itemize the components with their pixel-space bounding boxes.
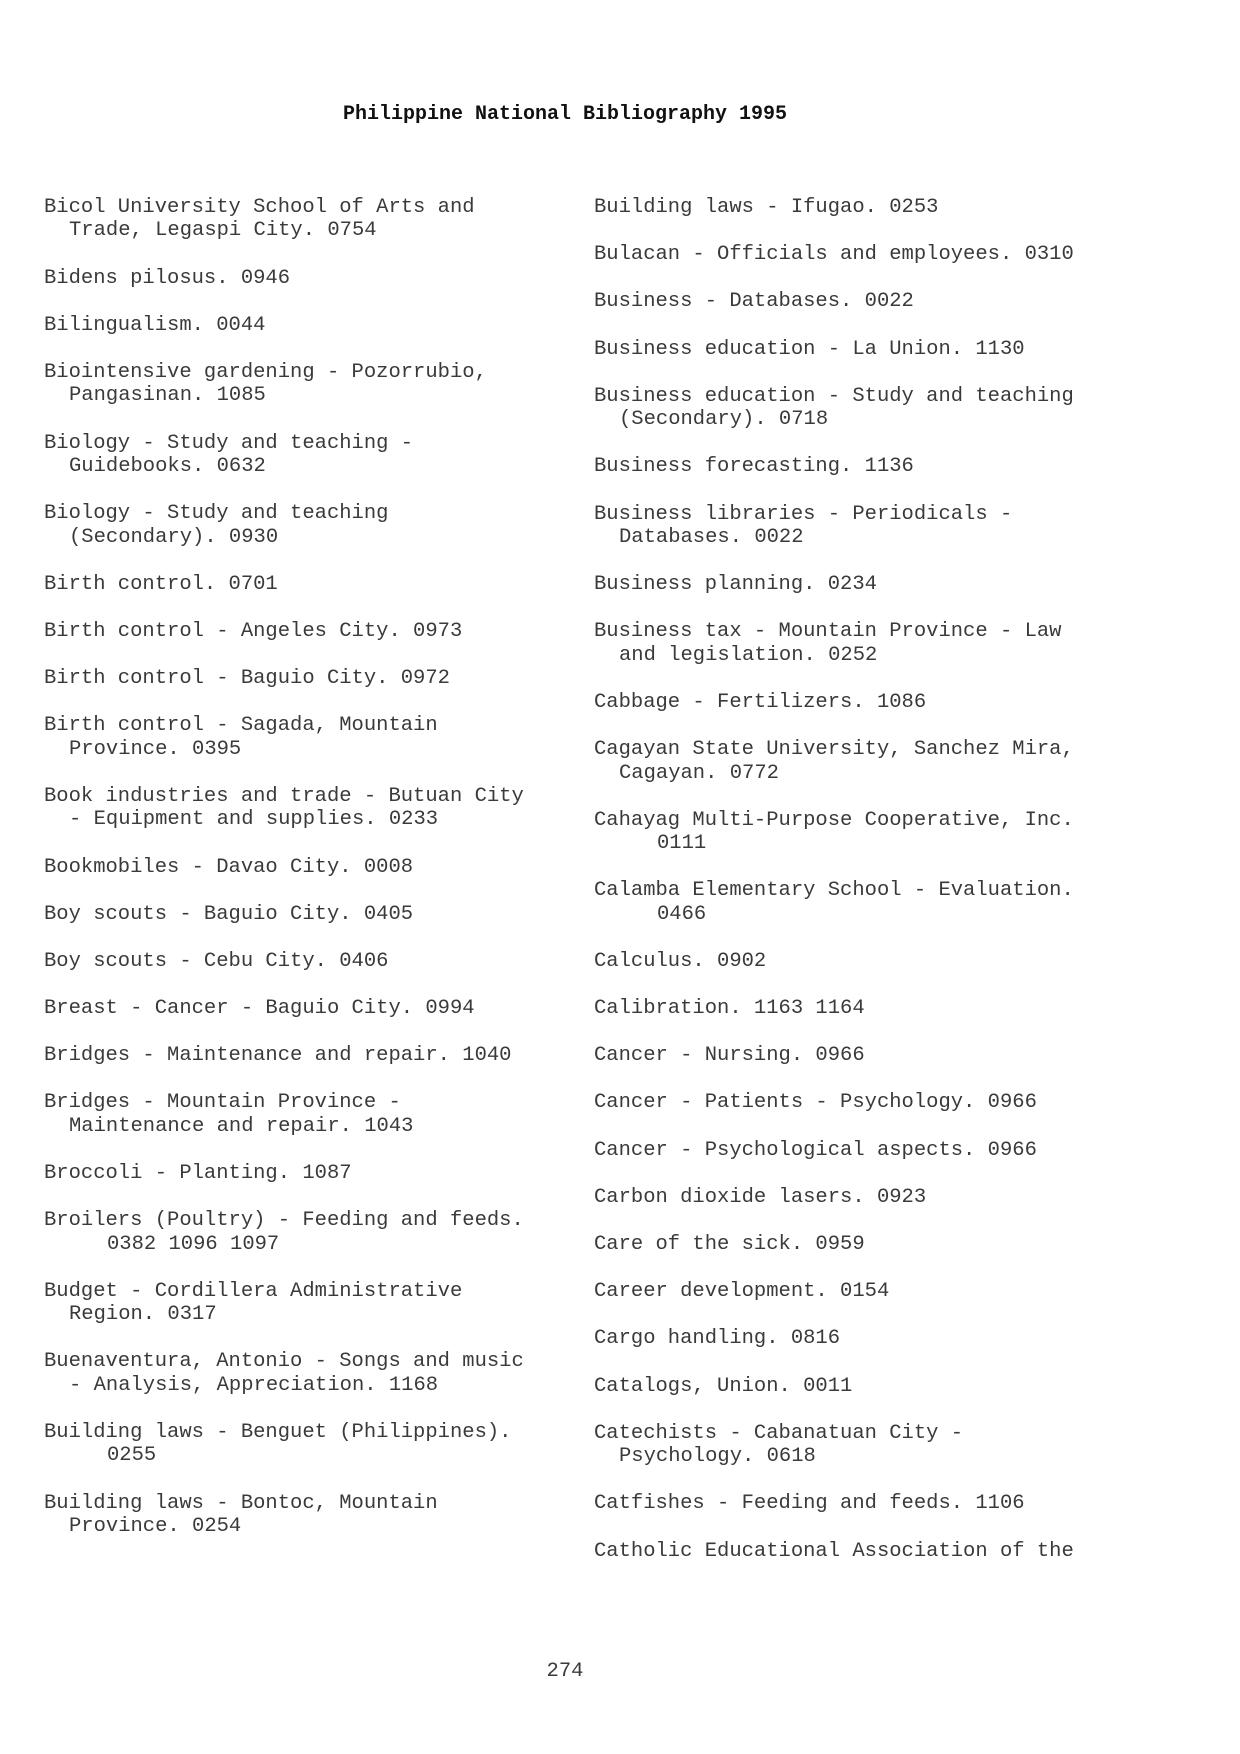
- entry-heading: Biointensive gardening - Pozorrubio,: [44, 360, 487, 384]
- index-entry: [594, 997, 1154, 1044]
- entry-heading: Cabbage - Fertilizers. 1086: [594, 690, 927, 714]
- entry-continuation: Guidebooks. 0632: [69, 454, 266, 478]
- index-entry: [44, 950, 604, 997]
- entry-continuation: Trade, Legaspi City. 0754: [69, 219, 377, 243]
- entry-heading: Cancer - Psychological aspects. 0966: [594, 1138, 1037, 1162]
- entry-heading: Business tax - Mountain Province - Law: [594, 620, 1062, 644]
- entry-heading: Carbon dioxide lasers. 0923: [594, 1185, 927, 1209]
- entry-heading: Business planning. 0234: [594, 573, 877, 597]
- entry-heading: Catholic Educational Association of the: [594, 1539, 1074, 1563]
- entry-heading: Bulacan - Officials and employees. 0310: [594, 243, 1074, 267]
- index-column-left: [44, 196, 604, 1562]
- entry-heading: Bilingualism. 0044: [44, 313, 266, 337]
- entry-heading: Bicol University School of Arts and: [44, 196, 475, 219]
- entry-continuation: (Secondary). 0930: [69, 525, 279, 549]
- entry-record-numbers: 0382 1096 1097: [107, 1232, 280, 1256]
- entry-heading: Catechists - Cabanatuan City -: [594, 1421, 964, 1445]
- entry-continuation: Province. 0254: [69, 1515, 242, 1538]
- index-column-right: [594, 196, 1154, 1587]
- entry-heading: Book industries and trade - Butuan City: [44, 784, 524, 808]
- entry-heading: Cancer - Nursing. 0966: [594, 1044, 865, 1068]
- index-entry: [594, 1044, 1154, 1091]
- index-entry: [594, 503, 1154, 574]
- entry-heading: Cargo handling. 0816: [594, 1327, 841, 1351]
- index-entry: [594, 243, 1154, 290]
- index-entry: [44, 361, 604, 432]
- index-entry: [44, 314, 604, 361]
- entry-continuation: and legislation. 0252: [619, 643, 878, 667]
- entry-heading: Catfishes - Feeding and feeds. 1106: [594, 1492, 1025, 1516]
- entry-heading: Boy scouts - Baguio City. 0405: [44, 902, 414, 926]
- index-entry: [594, 950, 1154, 997]
- index-entry: [44, 620, 604, 667]
- index-entry: [44, 785, 604, 856]
- entry-continuation: - Analysis, Appreciation. 1168: [69, 1373, 439, 1397]
- index-entry: [594, 1233, 1154, 1280]
- index-entry: [44, 1091, 604, 1162]
- index-entry: [594, 1280, 1154, 1327]
- entry-heading: Bidens pilosus. 0946: [44, 266, 291, 290]
- entry-heading: Cancer - Patients - Psychology. 0966: [594, 1091, 1037, 1115]
- entry-heading: Building laws - Benguet (Philippines).: [44, 1421, 512, 1444]
- index-entry: [44, 856, 604, 903]
- entry-continuation: Psychology. 0618: [619, 1445, 816, 1469]
- page-title: Philippine National Bibliography 1995: [342, 103, 788, 126]
- entry-heading: Broilers (Poultry) - Feeding and feeds.: [44, 1209, 524, 1233]
- index-entry: [594, 879, 1154, 950]
- index-entry: [44, 1492, 604, 1563]
- index-entry: [594, 1091, 1154, 1138]
- index-entry: [44, 502, 604, 573]
- entry-heading: Bookmobiles - Davao City. 0008: [44, 855, 414, 879]
- entry-continuation: (Secondary). 0718: [619, 408, 829, 432]
- index-entry: [594, 573, 1154, 620]
- entry-heading: Biology - Study and teaching -: [44, 431, 414, 455]
- index-entry: [44, 997, 604, 1044]
- entry-heading: Buenaventura, Antonio - Songs and music: [44, 1350, 524, 1374]
- entry-heading: Career development. 0154: [594, 1280, 890, 1304]
- entry-heading: Biology - Study and teaching: [44, 502, 389, 526]
- index-entry: [44, 1209, 604, 1280]
- index-entry: [44, 196, 604, 267]
- entry-heading: Breast - Cancer - Baguio City. 0994: [44, 997, 475, 1021]
- entry-continuation: Province. 0395: [69, 737, 242, 761]
- entry-heading: Bridges - Maintenance and repair. 1040: [44, 1044, 512, 1068]
- entry-record-numbers: 0466: [657, 902, 707, 926]
- index-entry: [594, 809, 1154, 880]
- index-entry: [594, 1492, 1154, 1539]
- entry-heading: Budget - Cordillera Administrative: [44, 1279, 463, 1303]
- index-entry: [594, 290, 1154, 337]
- index-entry: [594, 455, 1154, 502]
- index-entry: [44, 1280, 604, 1351]
- index-entry: [44, 1044, 604, 1091]
- index-entry: [594, 1327, 1154, 1374]
- entry-continuation: Pangasinan. 1085: [69, 384, 266, 408]
- index-entry: [44, 667, 604, 714]
- index-entry: [44, 1350, 604, 1421]
- entry-heading: Birth control - Baguio City. 0972: [44, 667, 450, 691]
- entry-continuation: - Equipment and supplies. 0233: [69, 808, 439, 832]
- index-entry: [594, 620, 1154, 691]
- index-entry: [594, 738, 1154, 809]
- entry-continuation: Maintenance and repair. 1043: [69, 1114, 414, 1138]
- entry-heading: Building laws - Bontoc, Mountain: [44, 1491, 438, 1515]
- entry-heading: Birth control - Sagada, Mountain: [44, 714, 438, 738]
- entry-heading: Broccoli - Planting. 1087: [44, 1162, 352, 1186]
- index-entry: [594, 1422, 1154, 1493]
- entry-heading: Business - Databases. 0022: [594, 290, 914, 314]
- entry-heading: Birth control - Angeles City. 0973: [44, 619, 463, 643]
- entry-continuation: Cagayan. 0772: [619, 761, 779, 785]
- entry-heading: Business education - Study and teaching: [594, 384, 1074, 408]
- entry-record-numbers: 0255: [107, 1444, 157, 1468]
- index-entry: [44, 267, 604, 314]
- entry-heading: Birth control. 0701: [44, 572, 278, 596]
- index-entry: [594, 385, 1154, 456]
- index-entry: [44, 1162, 604, 1209]
- entry-continuation: Databases. 0022: [619, 525, 804, 549]
- entry-record-numbers: 0111: [657, 832, 707, 856]
- entry-heading: Cahayag Multi-Purpose Cooperative, Inc.: [594, 808, 1074, 832]
- index-entry: [594, 1375, 1154, 1422]
- entry-heading: Business forecasting. 1136: [594, 455, 914, 479]
- entry-heading: Calculus. 0902: [594, 949, 767, 973]
- index-entry: [594, 1139, 1154, 1186]
- index-entry: [44, 903, 604, 950]
- index-entry: [594, 196, 1154, 243]
- index-entry: [594, 338, 1154, 385]
- index-entry: [594, 1540, 1154, 1587]
- entry-heading: Catalogs, Union. 0011: [594, 1374, 853, 1398]
- index-entry: [44, 1421, 604, 1492]
- entry-heading: Building laws - Ifugao. 0253: [594, 196, 939, 219]
- entry-heading: Calibration. 1163 1164: [594, 997, 865, 1021]
- entry-heading: Cagayan State University, Sanchez Mira,: [594, 738, 1074, 762]
- index-entry: [44, 714, 604, 785]
- page-number: 274: [546, 1660, 584, 1683]
- index-entry: [44, 432, 604, 503]
- index-entry: [594, 691, 1154, 738]
- entry-heading: Boy scouts - Cebu City. 0406: [44, 949, 389, 973]
- entry-heading: Business education - La Union. 1130: [594, 337, 1025, 361]
- index-entry: [594, 1186, 1154, 1233]
- entry-heading: Calamba Elementary School - Evaluation.: [594, 879, 1074, 903]
- entry-heading: Business libraries - Periodicals -: [594, 502, 1013, 526]
- entry-heading: Bridges - Mountain Province -: [44, 1091, 401, 1115]
- entry-continuation: Region. 0317: [69, 1303, 217, 1327]
- entry-heading: Care of the sick. 0959: [594, 1233, 865, 1256]
- index-entry: [44, 573, 604, 620]
